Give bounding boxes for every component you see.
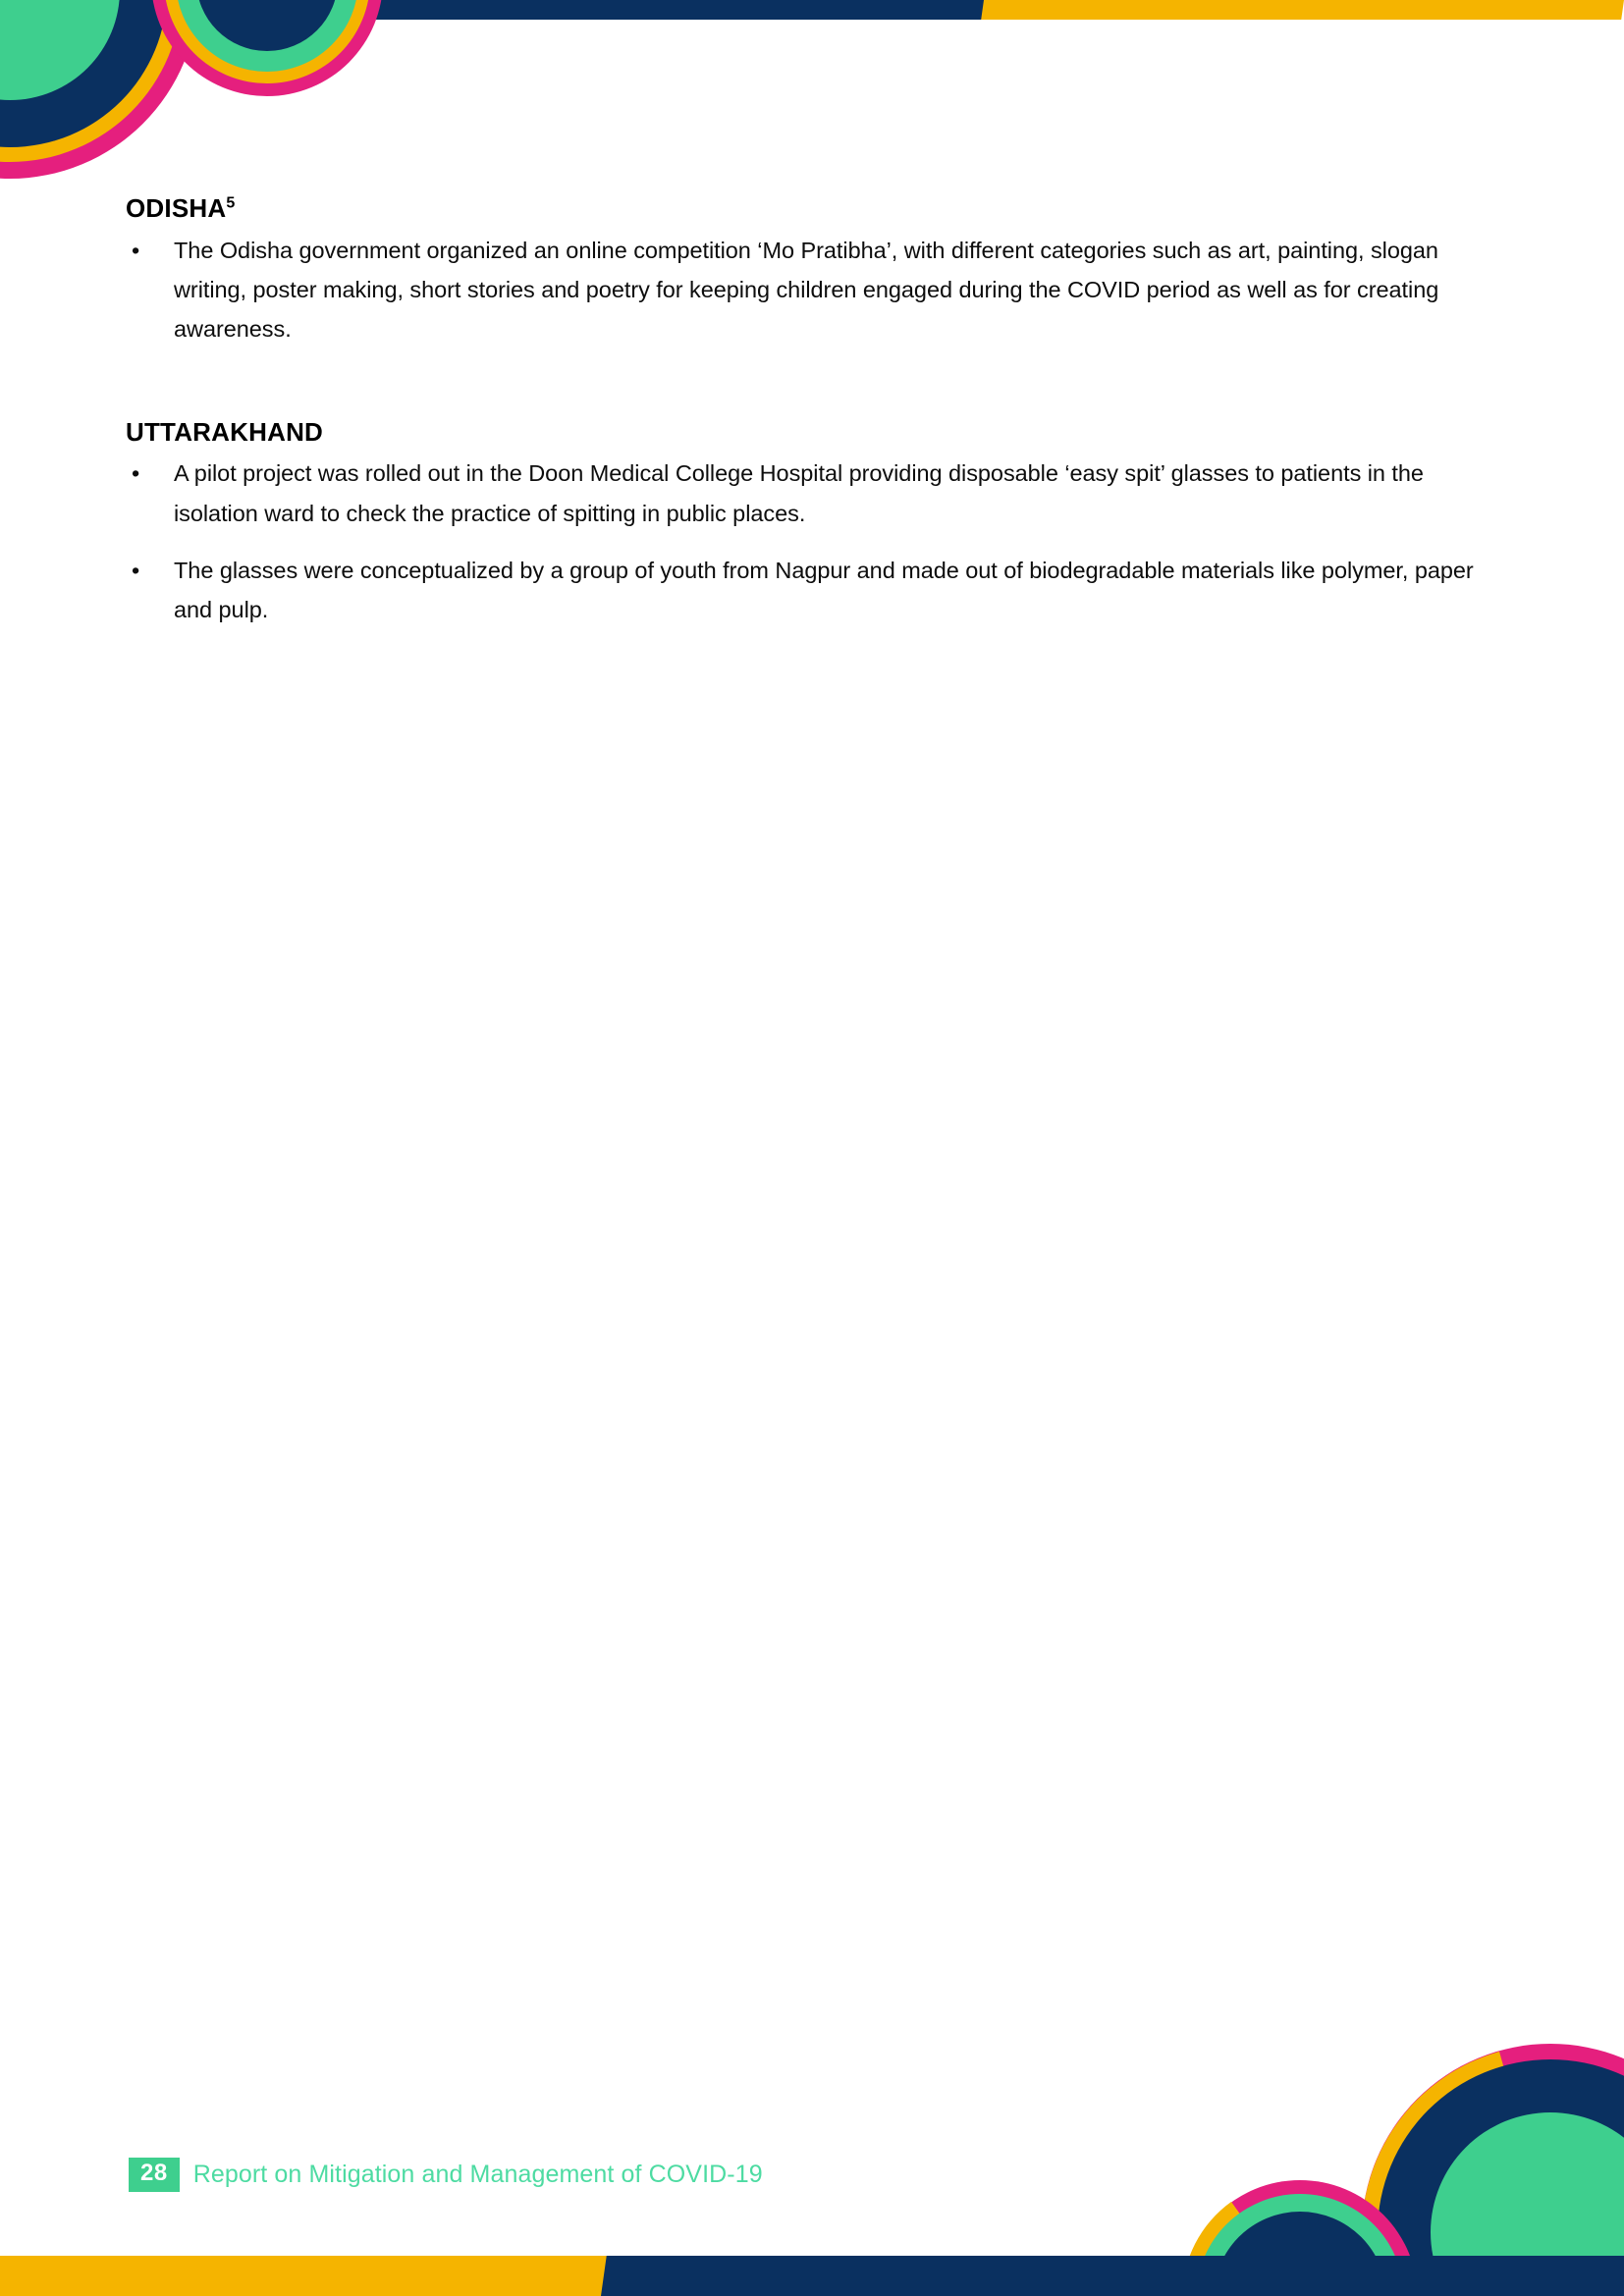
list-item [126, 454, 1500, 533]
list-item-text: The Odisha government organized an online competition ‘Mo Pratibha’, with different categories such as art, painting, slogan writing, poster making, short stories and poetry for keeping children engaged during the COVID period as well as for creating awareness. [174, 237, 1439, 343]
top-color-bar [0, 0, 1624, 20]
bottom-bar-yellow-segment [0, 2256, 648, 2296]
list-item [126, 551, 1500, 630]
section-heading-odisha-text: ODISHA [126, 193, 227, 223]
bottom-bar-navy-segment [601, 2256, 1624, 2296]
page-footer [129, 2158, 763, 2192]
list-item-spacer [126, 535, 1500, 551]
bullet-glyph: • [132, 460, 140, 487]
bullet-glyph: • [132, 558, 140, 584]
list-item-text: The glasses were conceptualized by a group of youth from Nagpur and made out of biodegradable materials like polymer, paper and pulp. [174, 558, 1474, 623]
list-item [126, 231, 1500, 349]
bullet-list-odisha [126, 231, 1500, 349]
top-bar-navy-segment [0, 0, 992, 20]
bullet-list-uttarakhand [126, 454, 1500, 630]
section-heading-odisha-footnote-marker: 5 [226, 194, 236, 212]
large-circle-group [0, 0, 198, 179]
page-number-badge: 28 [129, 2158, 180, 2192]
bottom-color-bar [0, 2256, 1624, 2296]
section-spacer [126, 351, 1500, 416]
section-heading-uttarakhand-text: UTTARAKHAND [126, 416, 324, 447]
bottom-right-circles-svg [1113, 1972, 1624, 2296]
footer-title: Report on Mitigation and Management of COVID-19 [192, 2160, 763, 2188]
bullet-glyph: • [132, 237, 140, 263]
list-item-text: A pilot project was rolled out in the Doon Medical College Hospital providing disposable ‘easy spit’ glasses to patients in the isolation ward to check the practice of spitting in public places. [174, 460, 1424, 526]
document-body [126, 192, 1500, 632]
bottom-right-circles-decoration [1113, 1972, 1624, 2296]
top-bar-yellow-segment [981, 0, 1624, 20]
section-heading-odisha [126, 192, 1500, 225]
section-heading-uttarakhand [126, 416, 1500, 449]
